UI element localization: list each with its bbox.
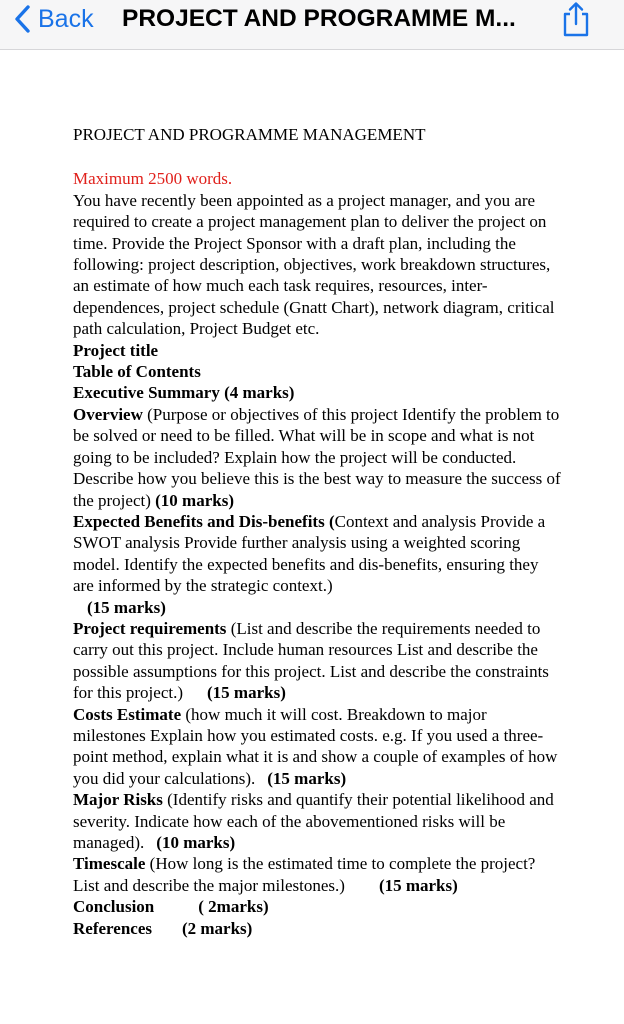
costs-section: Costs Estimate (how much it will cost. Breakdown to major milestones Explain how you estimated costs. e.g. If you used a three-point method, explain what it is and show a couple of examples of how you did your calculations). (15 marks)	[73, 704, 558, 788]
navigation-bar	[0, 0, 624, 50]
executive-summary-heading: Executive Summary (4 marks)	[73, 383, 295, 403]
back-button[interactable]	[14, 2, 94, 36]
word-limit: Maximum 2500 words.	[73, 169, 233, 189]
benefits-section: Expected Benefits and Dis-benefits (Context and analysis Provide a SWOT analysis Provide further analysis using a weighted scoring model. Identify the expected benefits and dis-benefits, ensuring they are informed by the strategic context.)	[73, 511, 546, 596]
benefits-marks: (15 marks)	[87, 597, 166, 617]
page-title: PROJECT AND PROGRAMME M...	[122, 5, 516, 32]
back-label: Back	[38, 4, 94, 33]
chevron-left-icon	[14, 5, 30, 33]
toc-heading: Table of Contents	[73, 362, 201, 382]
project-title-heading: Project title	[73, 340, 159, 360]
requirements-section: Project requirements (List and describe the requirements needed to carry out this project. Include human resources List and describe the possible assumptions for this project. List and describe the constraints for this project.) (15 marks)	[73, 618, 549, 703]
references-section: References (2 marks)	[73, 918, 253, 938]
overview-section: Overview (Purpose or objectives of this project Identify the problem to be solved or need to be filled. What will be in scope and what is not going to be included? Explain how the project will be conducted. Describe how you believe this is the best way to measure the success of the project) (10 marks)	[73, 404, 561, 510]
document-body	[73, 124, 563, 939]
conclusion-section: Conclusion ( 2marks)	[73, 897, 269, 917]
timescale-section: Timescale (How long is the estimated time to complete the project? List and describe the major milestones.) (15 marks)	[73, 854, 536, 895]
document-title: PROJECT AND PROGRAMME MANAGEMENT	[73, 125, 426, 144]
risks-section: Major Risks (Identify risks and quantify their potential likelihood and severity. Indicate how each of the abovementioned risks will be managed). (10 marks)	[73, 790, 554, 852]
share-icon	[558, 0, 594, 38]
share-button[interactable]	[558, 0, 594, 38]
intro-paragraph: You have recently been appointed as a project manager, and you are required to create a project management plan to deliver the project on time. Provide the Project Sponsor with a draft plan, including the following: project description, objectives, work breakdown structures, an estimate of how much each task requires, resources, inter-dependences, project schedule (Gnatt Chart), network diagram, critical path calculation, Project Budget etc.	[73, 190, 555, 339]
